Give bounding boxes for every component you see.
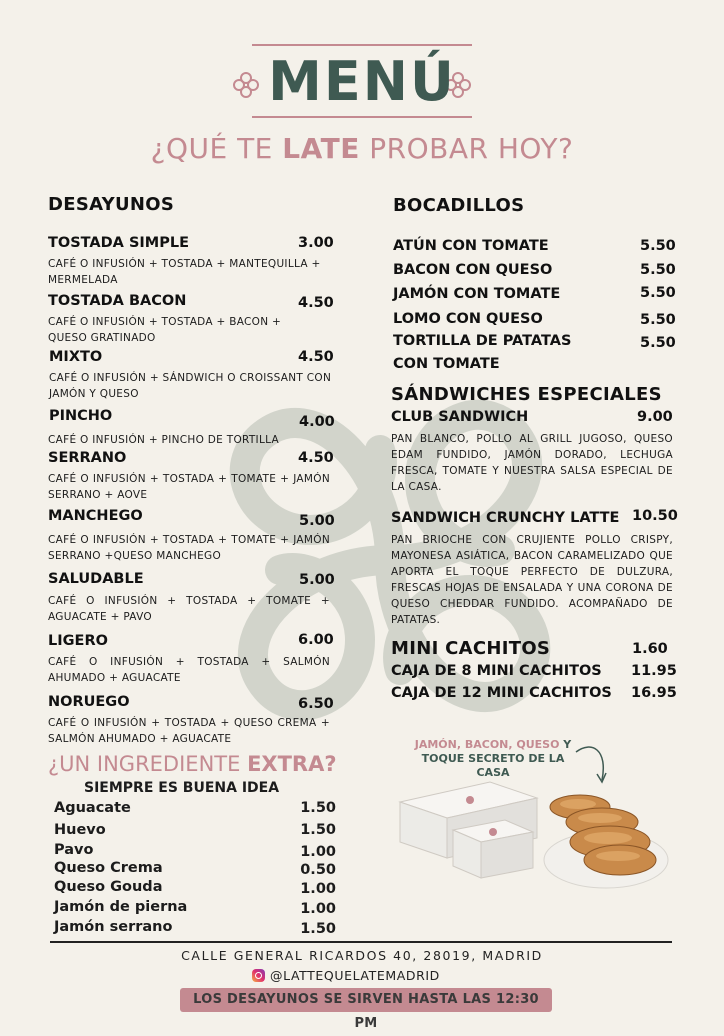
bocadillo-price: 5.50	[640, 262, 676, 278]
title-bottom-rule	[252, 116, 472, 118]
desayuno-price: 4.00	[299, 414, 335, 430]
sandwich-price: 10.50	[632, 508, 678, 524]
page-title: MENÚ	[268, 50, 456, 113]
desayuno-price: 6.50	[298, 696, 334, 712]
desayuno-name: TOSTADA BACON	[48, 293, 187, 309]
cachitos-item-name: CAJA DE 12 MINI CACHITOS	[391, 685, 612, 701]
breakfast-hours-banner: LOS DESAYUNOS SE SIRVEN HASTA LAS 12:30 PM	[180, 988, 552, 1012]
extra-item: Jamón de pierna 1.00	[54, 899, 336, 917]
curved-arrow-icon	[572, 740, 612, 788]
desayuno-desc: CAFÉ O INFUSIÓN + TOSTADA + TOMATE + JAMÓN SERRANO + AOVE	[48, 473, 330, 501]
desayuno-name: MIXTO	[49, 349, 103, 365]
extra-item: Queso Gouda 1.00	[54, 879, 336, 897]
bocadillo-name: LOMO CON QUESO	[393, 311, 543, 327]
cachitos-photo-icon	[540, 782, 672, 892]
desayuno-desc: CAFÉ O INFUSIÓN + TOSTADA + SALMÓN AHUMADO + AGUACATE	[48, 656, 330, 684]
desayuno-price: 6.00	[298, 632, 334, 648]
bocadillo-price: 5.50	[640, 312, 676, 328]
sandwich-desc: PAN BLANCO, POLLO AL GRILL JUGOSO, QUESO EDAM FUNDIDO, JAMÓN DORADO, LECHUGA FRESCA, TOMATE Y NUESTRA SALSA ESPECIAL DE LA CASA.	[391, 433, 673, 493]
extra-item: Aguacate 1.50	[54, 800, 336, 816]
bocadillo-name: ATÚN CON TOMATE	[393, 238, 549, 254]
bocadillo-name: BACON CON QUESO	[393, 262, 553, 278]
extra-item: Queso Crema 0.50	[54, 860, 336, 878]
sandwich-price: 9.00	[637, 409, 673, 425]
instagram-icon[interactable]	[252, 969, 265, 982]
extra-subheading: SIEMPRE ES BUENA IDEA	[84, 780, 280, 796]
desayuno-desc: CAFÉ O INFUSIÓN + SÁNDWICH O CROISSANT CON JAMÓN Y QUESO	[49, 372, 332, 400]
desayuno-desc: CAFÉ O INFUSIÓN + TOSTADA + BACON + QUESO GRATINADO	[48, 316, 282, 344]
cachitos-item-price: 11.95	[631, 663, 677, 679]
desayuno-name: NORUEGO	[48, 694, 130, 710]
extra-item: Jamón serrano 1.50	[54, 919, 336, 937]
footer-divider	[50, 941, 672, 943]
desayuno-desc: CAFÉ O INFUSIÓN + TOSTADA + MANTEQUILLA + MERMELADA	[48, 258, 321, 286]
desayuno-desc: CAFÉ O INFUSIÓN + TOSTADA + TOMATE + AGUACATE + PAVO	[48, 595, 330, 623]
desayuno-name: SERRANO	[48, 450, 127, 466]
cachitos-heading: MINI CACHITOS	[391, 638, 551, 659]
desayuno-name: MANCHEGO	[48, 508, 143, 524]
sandwich-desc: PAN BRIOCHE CON CRUJIENTE POLLO CRISPY, MAYONESA ASIÁTICA, BACON CARAMELIZADO QUE APORTA EL TOQUE PERFECTO DE DULZURA, FRESCAS HOJAS DE ENSALADA Y UNA CORONA DE QUESO CHEDDAR FUNDIDO. ACOMPAÑADO DE PATATAS.	[391, 534, 673, 626]
desayuno-price: 3.00	[298, 235, 334, 251]
desayuno-name: SALUDABLE	[48, 571, 144, 587]
desayuno-price: 4.50	[298, 349, 334, 365]
sandwiches-heading: SÁNDWICHES ESPECIALES	[391, 384, 662, 405]
desayuno-price: 5.00	[299, 513, 335, 529]
gift-boxes-icon	[395, 780, 540, 885]
bocadillo-name: JAMÓN CON TOMATE	[393, 286, 561, 302]
desayuno-name: TOSTADA SIMPLE	[48, 235, 189, 251]
extra-heading: ¿UN INGREDIENTE EXTRA?	[48, 752, 337, 776]
bocadillo-name: TORTILLA DE PATATAS	[393, 333, 572, 349]
cachitos-item-price: 16.95	[631, 685, 677, 701]
cachitos-item-name: CAJA DE 8 MINI CACHITOS	[391, 663, 602, 679]
cachitos-callout: JAMÓN, BACON, QUESO Y TOQUE SECRETO DE LA CASA	[414, 738, 572, 779]
instagram-handle[interactable]: @LATTEQUELATEMADRID	[270, 968, 440, 983]
sandwich-name: SANDWICH CRUNCHY LATTE	[391, 510, 620, 526]
desayuno-name: LIGERO	[48, 633, 108, 649]
bocadillo-price: 5.50	[640, 285, 676, 301]
title-top-rule	[252, 44, 472, 46]
desayuno-price: 5.00	[299, 572, 335, 588]
page-subtitle: ¿QUÉ TE LATE PROBAR HOY?	[150, 132, 574, 165]
desayuno-price: 4.50	[298, 295, 334, 311]
desayuno-name: PINCHO	[49, 408, 113, 424]
bocadillo-name-line2: CON TOMATE	[393, 356, 500, 372]
desayuno-desc: CAFÉ O INFUSIÓN + TOSTADA + QUESO CREMA + SALMÓN AHUMADO + AGUACATE	[48, 717, 330, 745]
desayuno-desc: CAFÉ O INFUSIÓN + PINCHO DE TORTILLA	[48, 434, 279, 446]
bocadillo-price: 5.50	[640, 335, 676, 351]
bocadillos-heading: BOCADILLOS	[393, 195, 525, 216]
extra-item: Pavo 1.00	[54, 842, 336, 860]
footer-address: CALLE GENERAL RICARDOS 40, 28019, MADRID	[181, 948, 543, 963]
desayunos-heading: DESAYUNOS	[48, 194, 175, 215]
desayuno-desc: CAFÉ O INFUSIÓN + TOSTADA + TOMATE + JAMÓN SERRANO +QUESO MANCHEGO	[48, 534, 330, 562]
bocadillo-price: 5.50	[640, 238, 676, 254]
cachitos-heading-price: 1.60	[632, 641, 668, 657]
sandwich-name: CLUB SANDWICH	[391, 409, 529, 425]
desayuno-price: 4.50	[298, 450, 334, 466]
extra-item: Huevo 1.50	[54, 822, 336, 838]
